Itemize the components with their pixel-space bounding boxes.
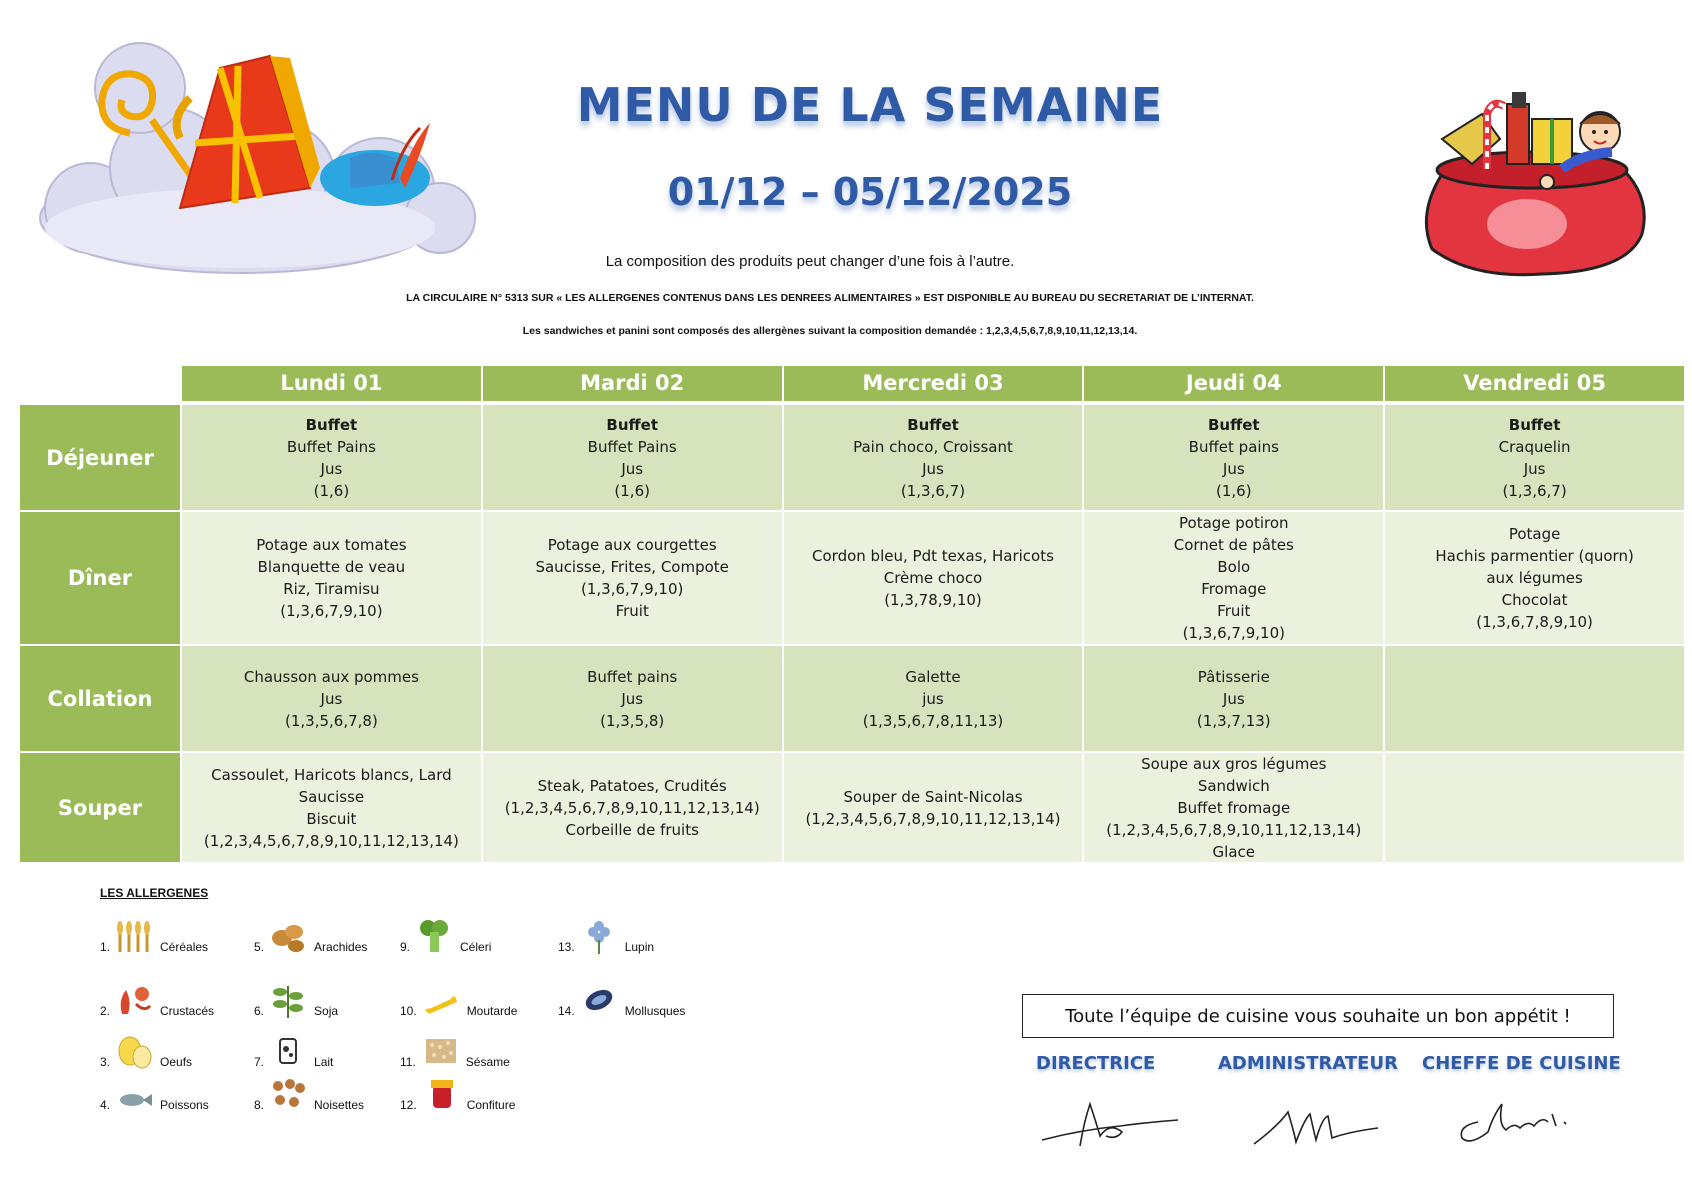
composition-note: La composition des produits peut changer d’une fois à l’autre. [605,253,1015,270]
weekly-menu-table [20,366,1684,862]
meal-label: Collation [20,646,180,751]
allergen-item-13: 13. Lupin [558,918,654,954]
menu-cell: Potage aux courgettes Saucisse, Frites, Compote (1,3,6,7,9,10) Fruit [483,512,784,644]
gift-sack-illustration [1412,84,1652,280]
signatory-administrateur: ADMINISTRATEUR [1218,1053,1398,1074]
menu-cell: Cordon bleu, Pdt texas, Haricots Crème choco (1,3,78,9,10) [784,512,1085,644]
menu-cell: Souper de Saint-Nicolas (1,2,3,4,5,6,7,8,9,10,11,12,13,14) [784,753,1085,862]
allergen-item-10: 10. Moutarde [400,982,517,1018]
meal-row-dejeuner [20,405,1684,510]
menu-cell: Buffet Buffet pains Jus (1,6) [1084,405,1385,510]
egg-icon [114,1033,154,1069]
menu-cell: Galette jus (1,3,5,6,7,8,11,13) [784,646,1085,751]
nut-icon [268,1076,308,1112]
allergen-item-12: 12. Confiture [400,1076,515,1112]
meal-row-collation [20,646,1684,751]
menu-cell: Potage Hachis parmentier (quorn) aux légumes Chocolat (1,3,6,7,8,9,10) [1385,512,1684,644]
allergen-item-8: 8. Noisettes [254,1076,364,1112]
menu-cell: Potage potiron Cornet de pâtes Bolo Fromage Fruit (1,3,6,7,9,10) [1084,512,1385,644]
allergen-item-2: 2. Crustacés [100,982,214,1018]
allergen-item-11: 11. Sésame [400,1033,510,1069]
menu-cell: Soupe aux gros légumes Sandwich Buffet fromage (1,2,3,4,5,6,7,8,9,10,11,12,13,14) Glace [1084,753,1385,862]
week-dates: 01/12 – 05/12/2025 [667,170,1073,214]
jam-icon [421,1076,461,1112]
page-title: MENU DE LA SEMAINE [576,78,1164,132]
menu-cell: Steak, Patatoes, Crudités (1,2,3,4,5,6,7,8,9,10,11,12,13,14) Corbeille de fruits [483,753,784,862]
day-header-monday: Lundi 01 [182,366,483,401]
allergen-circular-note: LA CIRCULAIRE N° 5313 SUR « LES ALLERGENES CONTENUS DANS LES DENREES ALIMENTAIRES » EST DISPONIBLE AU BUREAU DU SECRETARIAT DE L’INTERNAT. [406,292,1254,304]
allergen-item-1: 1. Céréales [100,918,208,954]
meal-row-souper [20,753,1684,862]
allergen-item-5: 5. Arachides [254,918,367,954]
allergen-item-4: 4. Poissons [100,1076,209,1112]
menu-cell: Cassoulet, Haricots blancs, Lard Saucisse Biscuit (1,2,3,4,5,6,7,8,9,10,11,12,13,14) [182,753,483,862]
celery-icon [414,918,454,954]
menu-cell: Buffet Buffet Pains Jus (1,6) [483,405,784,510]
menu-cell: Buffet Craquelin Jus (1,3,6,7) [1385,405,1684,510]
saint-nicolas-mitre-illustration [20,28,480,280]
day-header-row [182,366,1684,401]
crustacean-icon [114,982,154,1018]
signature-cheffe-de-cuisine [1448,1092,1588,1150]
menu-cell-empty [1385,753,1684,862]
menu-cell: Chausson aux pommes Jus (1,3,5,6,7,8) [182,646,483,751]
meal-label: Dîner [20,512,180,644]
allergen-item-6: 6. Soja [254,982,338,1018]
day-header-wednesday: Mercredi 03 [784,366,1085,401]
wheat-icon [114,918,154,954]
mollusc-icon [579,982,619,1018]
menu-cell: Potage aux tomates Blanquette de veau Riz, Tiramisu (1,3,6,7,9,10) [182,512,483,644]
signature-directrice [1040,1092,1180,1150]
sandwich-allergen-note: Les sandwiches et panini sont composés des allergènes suivant la composition demandée : 1,2,3,4,5,6,7,8,9,10,11,12,13,14. [522,325,1138,337]
fish-icon [114,1076,154,1112]
signature-administrateur [1248,1092,1388,1150]
peanut-icon [268,918,308,954]
menu-cell-empty [1385,646,1684,751]
menu-cell: Buffet pains Jus (1,3,5,8) [483,646,784,751]
lupin-icon [579,918,619,954]
day-header-friday: Vendredi 05 [1385,366,1684,401]
day-header-thursday: Jeudi 04 [1084,366,1385,401]
allergen-item-3: 3. Oeufs [100,1033,192,1069]
allergen-item-9: 9. Céleri [400,918,491,954]
allergens-title: LES ALLERGENES [100,886,209,900]
milk-icon [268,1033,308,1069]
menu-cell: Pâtisserie Jus (1,3,7,13) [1084,646,1385,751]
meal-row-diner [20,512,1684,644]
mustard-icon [421,982,461,1018]
soy-icon [268,982,308,1018]
menu-cell: Buffet Pain choco, Croissant Jus (1,3,6,7) [784,405,1085,510]
allergen-item-14: 14. Mollusques [558,982,685,1018]
signatory-directrice: DIRECTRICE [1036,1053,1156,1074]
menu-cell: Buffet Buffet Pains Jus (1,6) [182,405,483,510]
allergen-item-7: 7. Lait [254,1033,333,1069]
meal-label: Déjeuner [20,405,180,510]
sesame-icon [420,1033,460,1069]
signatory-cheffe-de-cuisine: CHEFFE DE CUISINE [1422,1053,1621,1074]
day-header-tuesday: Mardi 02 [483,366,784,401]
bon-appetit-message: Toute l’équipe de cuisine vous souhaite un bon appétit ! [1022,994,1614,1038]
meal-label: Souper [20,753,180,862]
